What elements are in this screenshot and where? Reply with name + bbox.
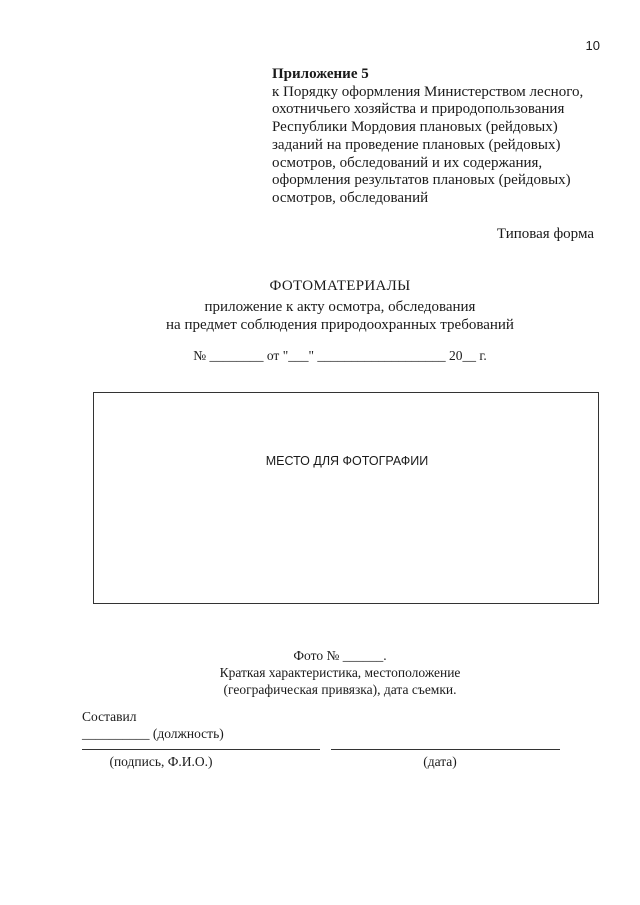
photo-description-caption: Краткая характеристика, местоположение: [219, 665, 461, 680]
page-number: 10: [585, 38, 600, 53]
photo-description-caption: (географическая привязка), дата съемки.: [223, 682, 457, 697]
position-label: __________ (должность): [82, 726, 224, 741]
appendix-line: осмотров, обследований: [272, 189, 429, 206]
date-label: (дата): [423, 754, 457, 769]
photo-number-caption: Фото № ______.: [293, 648, 387, 663]
appendix-line: Республики Мордовия плановых (рейдовых): [272, 119, 558, 136]
act-number-date-line: № ________ от "___" ___________________ 20__ г.: [193, 348, 487, 363]
appendix-line: охотничьего хозяйства и природопользования: [272, 101, 565, 118]
appendix-block: [272, 66, 594, 208]
form-type-label: Типовая форма: [496, 226, 594, 242]
signature-line: [82, 749, 320, 750]
appendix-line: осмотров, обследований и их содержания,: [272, 154, 543, 171]
document-subtitle: на предмет соблюдения природоохранных требований: [166, 317, 514, 333]
date-line: [331, 749, 560, 750]
compiled-by-label: Составил: [82, 709, 137, 724]
photo-placeholder-label: МЕСТО ДЛЯ ФОТОГРАФИИ: [265, 454, 429, 468]
appendix-line: заданий на проведение плановых (рейдовых): [272, 136, 561, 153]
document-subtitle: приложение к акту осмотра, обследования: [204, 299, 476, 315]
photo-placeholder-box: [93, 392, 599, 604]
document-title: ФОТОМАТЕРИАЛЫ: [269, 278, 411, 294]
appendix-line: оформления результатов плановых (рейдовых): [272, 172, 571, 189]
signature-name-label: (подпись, Ф.И.О.): [109, 754, 213, 769]
appendix-line: к Порядку оформления Министерством лесного,: [272, 83, 584, 100]
appendix-title: Приложение 5: [272, 66, 369, 82]
